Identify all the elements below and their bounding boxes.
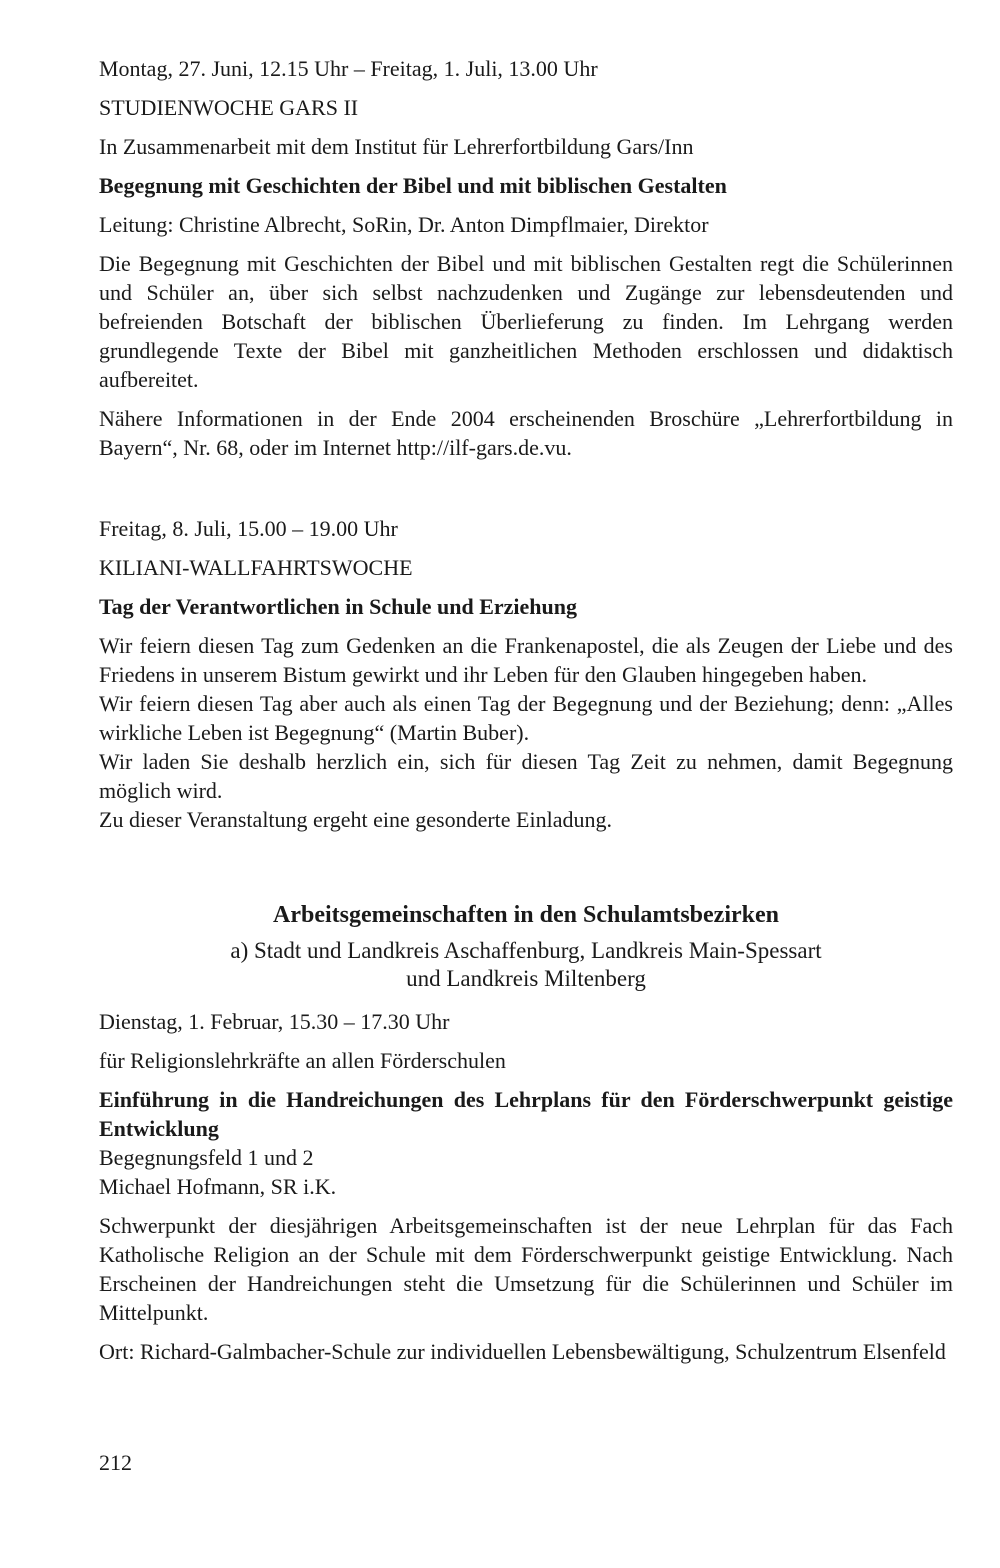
event-paragraph: Wir feiern diesen Tag zum Gedenken an die Frankenapostel, die als Zeugen der Liebe und des Friedens in unserem Bistum gewirkt und ihr Leben für den Glauben hingegeben haben. [99,633,953,687]
page-number: 212 [99,1450,132,1475]
event-title: Tag der Verantwortlichen in Schule und Erziehung [99,594,577,619]
event-date: Dienstag, 1. Februar, 15.30 – 17.30 Uhr [99,1009,450,1034]
section-subtitle [99,937,953,993]
event-date: Montag, 27. Juni, 12.15 Uhr – Freitag, 1. Juli, 13.00 Uhr [99,56,598,81]
event-title: Einführung in die Handreichungen des Lehrplans für den Förderschwerpunkt geistige Entwicklung [99,1087,953,1141]
section-subtitle-line2: und Landkreis Miltenberg [406,966,646,991]
section-arbeitsgemeinschaften [99,900,953,1366]
event-type: KILIANI-WALLFAHRTSWOCHE [99,555,413,580]
event-description: Schwerpunkt der diesjährigen Arbeitsgemeinschaften ist der neue Lehrplan für das Fach Katholische Religion an der Schule mit dem Förderschwerpunkt geistige Entwicklung. Nach Erscheinen der Handreichungen steht die Umsetzung für die Schülerinnen und Schüler im Mittelpunkt. [99,1213,953,1325]
event-type: STUDIENWOCHE GARS II [99,95,359,120]
event-einfuehrung [99,1007,953,1366]
event-studienwoche [99,54,953,462]
event-date: Freitag, 8. Juli, 15.00 – 19.00 Uhr [99,516,398,541]
event-speaker: Michael Hofmann, SR i.K. [99,1174,337,1199]
event-field: Begegnungsfeld 1 und 2 [99,1145,314,1170]
event-leitung: Leitung: Christine Albrecht, SoRin, Dr. Anton Dimpflmaier, Direktor [99,212,709,237]
page-content [99,54,953,1366]
section-title: Arbeitsgemeinschaften in den Schulamtsbezirken [273,902,779,928]
section-subtitle-line1: a) Stadt und Landkreis Aschaffenburg, Landkreis Main-Spessart [230,938,822,963]
event-kiliani [99,514,953,834]
event-info: Nähere Informationen in der Ende 2004 erscheinenden Broschüre „Lehrerfortbildung in Bayern“, Nr. 68, oder im Internet http://ilf-gars.de.vu. [99,406,953,460]
event-paragraph: Zu dieser Veranstaltung ergeht eine gesonderte Einladung. [99,807,612,832]
event-audience: für Religionslehrkräfte an allen Förderschulen [99,1048,506,1073]
event-location: Ort: Richard-Galmbacher-Schule zur individuellen Lebensbewältigung, Schulzentrum Elsenfeld [99,1339,946,1364]
event-description: Die Begegnung mit Geschichten der Bibel und mit biblischen Gestalten regt die Schülerinnen und Schüler an, über sich selbst nachzudenken und Zugänge zur lebensdeutenden und befreienden Botschaft der biblischen Überlieferung zu finden. Im Lehrgang werden grundlegende Texte der Bibel mit ganzheitlichen Methoden erschlossen und didaktisch aufbereitet. [99,251,953,392]
event-title: Begegnung mit Geschichten der Bibel und mit biblischen Gestalten [99,173,727,198]
event-paragraph: Wir feiern diesen Tag aber auch als einen Tag der Begegnung und der Beziehung; denn: „Alles wirkliche Leben ist Begegnung“ (Martin Buber). [99,691,953,745]
event-cooperation: In Zusammenarbeit mit dem Institut für Lehrerfortbildung Gars/Inn [99,134,694,159]
event-paragraph: Wir laden Sie deshalb herzlich ein, sich für diesen Tag Zeit zu nehmen, damit Begegnung möglich wird. [99,749,953,803]
